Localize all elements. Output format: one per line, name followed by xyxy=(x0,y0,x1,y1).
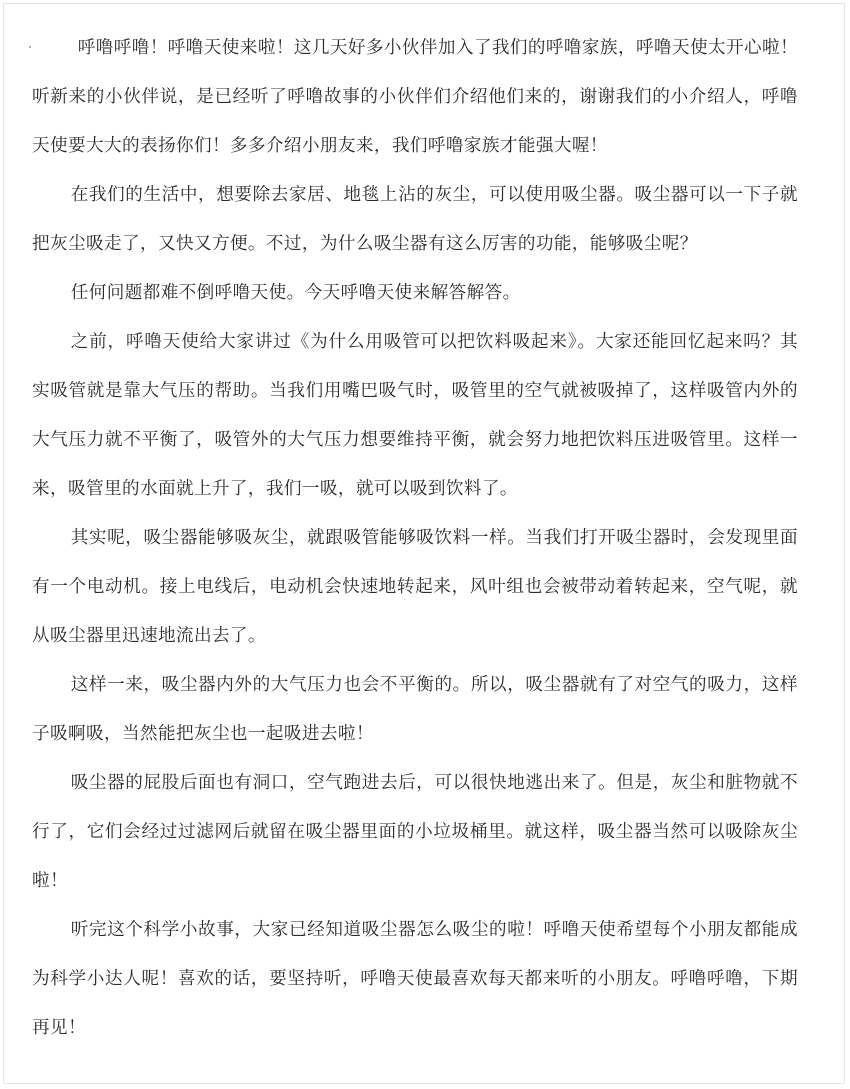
document-page xyxy=(3,3,845,1084)
paragraph-straw-recap: 之前，呼噜天使给大家讲过《为什么用吸管可以把饮料吸起来》。大家还能回忆起来吗？其实吸管就是靠大气压的帮助。当我们用嘴巴吸气时，吸管里的空气就被吸掉了，这样吸管内外的大气压力就不平衡了，吸管外的大气压力想要维持平衡，就会努力地把饮料压进吸管里。这样一来，吸管里的水面就上升了，我们一吸，就可以吸到饮料了。 xyxy=(32,332,798,499)
paragraph-motor: 其实呢，吸尘器能够吸灰尘，就跟吸管能够吸饮料一样。当我们打开吸尘器时，会发现里面有一个电动机。接上电线后，电动机会快速地转起来，风叶组也会被带动着转起来，空气呢，就从吸尘器里迅速地流出去了。 xyxy=(32,528,798,646)
paragraph-pressure: 这样一来，吸尘器内外的大气压力也会不平衡的。所以，吸尘器就有了对空气的吸力，这样子吸啊吸，当然能把灰尘也一起吸进去啦！ xyxy=(32,675,798,744)
paragraph-filter: 吸尘器的屁股后面也有洞口，空气跑进去后，可以很快地逃出来了。但是，灰尘和脏物就不行了，它们会经过过滤网后就留在吸尘器里面的小垃圾桶里。就这样，吸尘器当然可以吸除灰尘啦！ xyxy=(32,773,798,891)
paragraph-question: 在我们的生活中，想要除去家居、地毯上沾的灰尘，可以使用吸尘器。吸尘器可以一下子就把灰尘吸走了，又快又方便。不过，为什么吸尘器有这么厉害的功能，能够吸尘呢？ xyxy=(32,185,798,254)
dot-marker xyxy=(29,46,31,48)
paragraph-closing: 听完这个科学小故事，大家已经知道吸尘器怎么吸尘的啦！呼噜天使希望每个小朋友都能成为科学小达人呢！喜欢的话，要坚持听，呼噜天使最喜欢每天都来听的小朋友。呼噜呼噜，下期再见！ xyxy=(32,920,798,1038)
paragraph-answer-intro: 任何问题都难不倒呼噜天使。今天呼噜天使来解答解答。 xyxy=(70,283,521,303)
article-body xyxy=(32,24,798,1053)
paragraph-intro: 呼噜呼噜！呼噜天使来啦！这几天好多小伙伴加入了我们的呼噜家族，呼噜天使太开心啦！听新来的小伙伴说，是已经听了呼噜故事的小伙伴们介绍他们来的，谢谢我们的小介绍人，呼噜天使要大大的表扬你们！多多介绍小朋友来，我们呼噜家族才能强大喔！ xyxy=(32,38,798,156)
